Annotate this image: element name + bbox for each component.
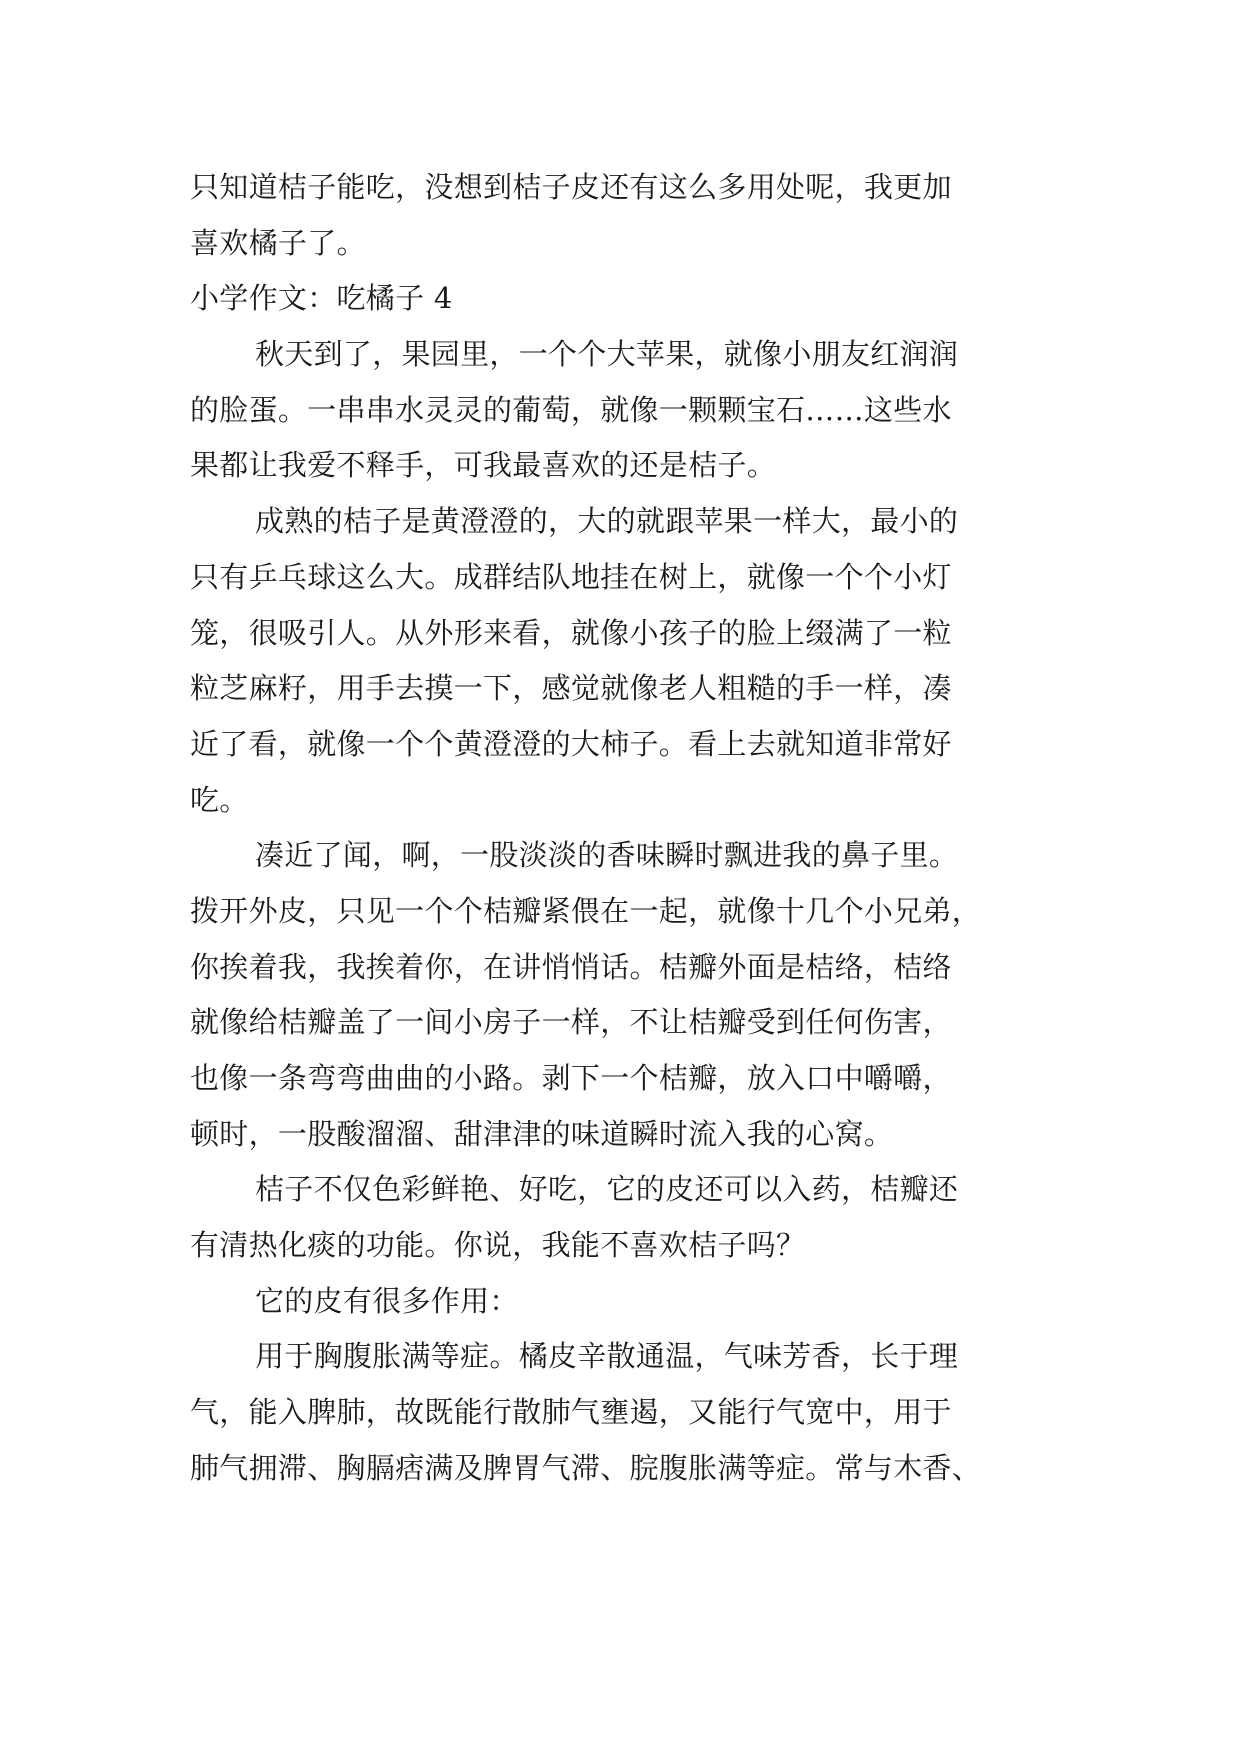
text-line: 只有乒乓球这么大。成群结队地挂在树上，就像一个个小灯 (190, 559, 952, 594)
text-line: 的脸蛋。一串串水灵灵的葡萄，就像一颗颗宝石……这些水 (190, 392, 952, 427)
text-line: 有清热化痰的功能。你说，我能不喜欢桔子吗？ (190, 1228, 806, 1263)
paragraph-start-line: 用于胸腹胀满等症。橘皮辛散通温，气味芳香，长于理 (255, 1339, 959, 1374)
paragraph-start-line: 秋天到了，果园里，一个个大苹果，就像小朋友红润润 (255, 337, 959, 372)
document-body (190, 160, 1060, 1497)
text-line: 喜欢橘子了。 (190, 225, 366, 260)
text-line: 粒芝麻籽，用手去摸一下，感觉就像老人粗糙的手一样，凑 (190, 671, 952, 706)
text-line: 果都让我爱不释手，可我最喜欢的还是桔子。 (190, 448, 777, 483)
text-line: 肺气拥滞、胸膈痞满及脾胃气滞、脘腹胀满等症。常与木香、 (190, 1450, 982, 1485)
text-line: 气，能入脾肺，故既能行散肺气壅遏，又能行气宽中，用于 (190, 1395, 952, 1430)
paragraph-start-line: 凑近了闻，啊，一股淡淡的香味瞬时飘进我的鼻子里。 (255, 838, 959, 873)
text-line: 就像给桔瓣盖了一间小房子一样，不让桔瓣受到任何伤害， (190, 1005, 952, 1040)
section-heading: 小学作文：吃橘子 4 (190, 281, 453, 316)
text-line: 只知道桔子能吃，没想到桔子皮还有这么多用处呢，我更加 (190, 170, 952, 204)
paragraph-start-line: 桔子不仅色彩鲜艳、好吃，它的皮还可以入药，桔瓣还 (255, 1172, 959, 1207)
text-line: 近了看，就像一个个黄澄澄的大柿子。看上去就知道非常好 (190, 726, 952, 761)
text-line: 顿时，一股酸溜溜、甜津津的味道瞬时流入我的心窝。 (190, 1116, 894, 1151)
text-line: 拨开外皮，只见一个个桔瓣紧偎在一起，就像十几个小兄弟， (190, 893, 982, 928)
text-line: 你挨着我，我挨着你，在讲悄悄话。桔瓣外面是桔络，桔络 (190, 949, 952, 984)
text-line: 吃。 (190, 782, 249, 817)
paragraph-start-line: 成熟的桔子是黄澄澄的，大的就跟苹果一样大，最小的 (255, 504, 959, 539)
text-line: 笼，很吸引人。从外形来看，就像小孩子的脸上缀满了一粒 (190, 615, 952, 650)
text-line: 也像一条弯弯曲曲的小路。剥下一个桔瓣，放入口中嚼嚼， (190, 1061, 952, 1095)
paragraph-start-line: 它的皮有很多作用： (255, 1283, 519, 1318)
